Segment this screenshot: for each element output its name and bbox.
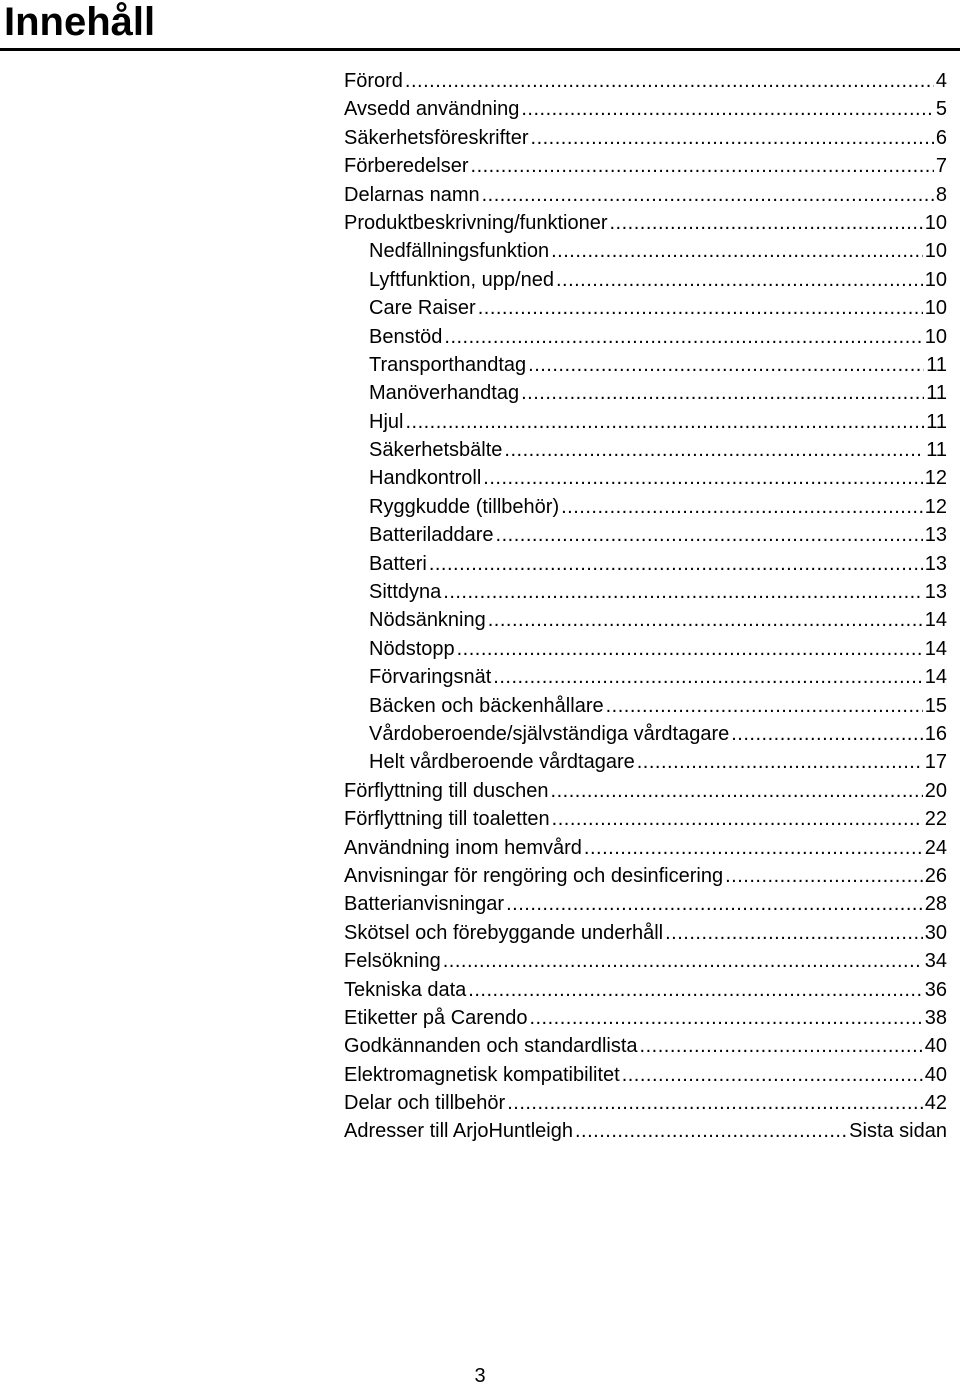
toc-entry-label: Care Raiser [369, 297, 476, 320]
toc-entry[interactable] [344, 862, 947, 890]
toc-entry-page: 40 [924, 1035, 947, 1058]
toc-dot-leader [665, 919, 923, 947]
toc-entry-page: 6 [935, 126, 947, 149]
toc-entry-label: Felsökning [344, 950, 441, 973]
toc-entry-label: Delar och tillbehör [344, 1092, 506, 1115]
toc-entry[interactable] [344, 805, 947, 833]
toc-dot-leader [521, 95, 934, 123]
toc-entry[interactable] [344, 976, 947, 1004]
toc-dot-leader [552, 805, 923, 833]
toc-entry-label: Elektromagnetisk kompatibilitet [344, 1063, 620, 1086]
toc-entry[interactable] [344, 692, 947, 720]
toc-entry[interactable] [344, 408, 947, 436]
toc-entry-page: 11 [926, 353, 947, 376]
toc-entry-page: 38 [924, 1006, 947, 1029]
toc-dot-leader [504, 436, 924, 464]
toc-entry[interactable] [344, 95, 947, 123]
toc-dot-leader [584, 834, 923, 862]
toc-entry-label: Säkerhetsföreskrifter [344, 126, 529, 149]
toc-entry[interactable] [344, 209, 947, 237]
toc-entry-label: Etiketter på Carendo [344, 1006, 528, 1029]
toc-entry-page: 14 [924, 666, 947, 689]
toc-entry[interactable] [344, 947, 947, 975]
toc-dot-leader [556, 266, 923, 294]
toc-entry-label: Förflyttning till toaletten [344, 808, 550, 831]
toc-entry-page: 28 [924, 893, 947, 916]
toc-entry-label: Helt vårdberoende vårdtagare [369, 751, 635, 774]
toc-dot-leader [444, 323, 922, 351]
toc-entry-page: 11 [926, 439, 947, 462]
toc-entry[interactable] [344, 266, 947, 294]
toc-entry-page: 16 [924, 722, 947, 745]
toc-entry[interactable] [344, 635, 947, 663]
toc-dot-leader [457, 635, 923, 663]
toc-entry-label: Batteri [369, 552, 427, 575]
toc-entry-page: 13 [924, 552, 947, 575]
toc-entry[interactable] [344, 181, 947, 209]
toc-entry-page: 4 [935, 70, 947, 92]
toc-dot-leader [551, 777, 923, 805]
toc-entry[interactable] [344, 124, 947, 152]
toc-entry-page: 11 [926, 382, 947, 405]
toc-entry-label: Vårdoberoende/självständiga vårdtagare [369, 722, 730, 745]
toc-dot-leader [443, 578, 922, 606]
toc-entry-page: 10 [924, 240, 947, 263]
toc-entry-page: 13 [924, 524, 947, 547]
toc-dot-leader [637, 748, 923, 776]
toc-entry[interactable] [344, 152, 947, 180]
toc-dot-leader [483, 464, 922, 492]
toc-entry-label: Bäcken och bäckenhållare [369, 694, 604, 717]
toc-entry-page: 24 [924, 836, 947, 859]
toc-entry-label: Batteriladdare [369, 524, 494, 547]
toc-entry-page: 34 [924, 950, 947, 973]
toc-entry-label: Manöverhandtag [369, 382, 520, 405]
page-title: Innehåll [4, 0, 156, 44]
toc-entry[interactable] [344, 237, 947, 265]
toc-entry[interactable] [344, 1089, 947, 1117]
toc-entry[interactable] [344, 464, 947, 492]
toc-entry[interactable] [344, 67, 947, 95]
toc-dot-leader [443, 947, 923, 975]
toc-entry-page: 30 [924, 921, 947, 944]
toc-entry-label: Batterianvisningar [344, 893, 505, 916]
toc-dot-leader [488, 606, 923, 634]
toc-entry-page: 10 [924, 325, 947, 348]
toc-dot-leader [640, 1032, 923, 1060]
toc-dot-leader [606, 692, 923, 720]
toc-entry[interactable] [344, 351, 947, 379]
toc-entry-label: Handkontroll [369, 467, 482, 490]
toc-entry-label: Hjul [369, 410, 404, 433]
toc-entry-page: 8 [935, 183, 947, 206]
toc-dot-leader [496, 521, 923, 549]
title-underline [0, 48, 960, 51]
toc-entry[interactable] [344, 1061, 947, 1089]
toc-entry-label: Delarnas namn [344, 183, 480, 206]
toc-dot-leader [405, 408, 924, 436]
toc-entry[interactable] [344, 919, 947, 947]
toc-dot-leader [429, 550, 923, 578]
toc-entry-page: 14 [924, 609, 947, 632]
toc-entry-label: Nödsänkning [369, 609, 486, 632]
toc-entry-label: Användning inom hemvård [344, 836, 582, 859]
toc-dot-leader [622, 1061, 923, 1089]
toc-entry[interactable] [344, 1032, 947, 1060]
toc-dot-leader [405, 67, 934, 95]
toc-entry[interactable] [344, 834, 947, 862]
toc-entry-page: 42 [924, 1092, 947, 1115]
toc-entry-label: Förflyttning till duschen [344, 779, 549, 802]
toc-entry-label: Förberedelser [344, 155, 469, 178]
toc-dot-leader [528, 351, 924, 379]
toc-dot-leader [506, 890, 923, 918]
toc-entry-label: Produktbeskrivning/funktioner [344, 211, 608, 234]
toc-entry-page: 12 [924, 495, 947, 518]
toc-entry-label: Benstöd [369, 325, 443, 348]
toc-entry-page: 11 [926, 410, 947, 433]
toc-entry[interactable] [344, 663, 947, 691]
toc-dot-leader [731, 720, 923, 748]
toc-entry-label: Ryggkudde (tillbehör) [369, 495, 560, 518]
toc-entry[interactable] [344, 578, 947, 606]
toc-entry[interactable] [344, 720, 947, 748]
toc-entry-page: 26 [924, 864, 947, 887]
toc-entry-page: 5 [935, 98, 947, 121]
toc-entry[interactable] [344, 323, 947, 351]
toc-entry-label: Säkerhetsbälte [369, 439, 503, 462]
toc-entry[interactable] [344, 379, 947, 407]
toc-entry-page: 13 [924, 581, 947, 604]
toc-entry-label: Lyftfunktion, upp/ned [369, 268, 554, 291]
table-of-contents [344, 67, 947, 1146]
toc-entry[interactable] [344, 748, 947, 776]
toc-entry-label: Förord [344, 70, 403, 92]
toc-entry-label: Förvaringsnät [369, 666, 492, 689]
toc-entry-page: 22 [924, 808, 947, 831]
toc-entry-page: 40 [924, 1063, 947, 1086]
toc-entry-page: 17 [924, 751, 947, 774]
toc-entry[interactable] [344, 294, 947, 322]
toc-entry-page: 15 [924, 694, 947, 717]
toc-dot-leader [493, 663, 922, 691]
toc-dot-leader [468, 976, 922, 1004]
toc-entry-label: Tekniska data [344, 978, 467, 1001]
toc-entry[interactable] [344, 493, 947, 521]
toc-entry-label: Nedfällningsfunktion [369, 240, 550, 263]
toc-dot-leader [529, 1004, 922, 1032]
toc-entry[interactable] [344, 521, 947, 549]
toc-entry-label: Anvisningar för rengöring och desinficering [344, 864, 724, 887]
toc-entry-label: Avsedd användning [344, 98, 520, 121]
toc-dot-leader [521, 379, 924, 407]
toc-entry-page: 10 [924, 268, 947, 291]
toc-entry-label: Skötsel och förebyggande underhåll [344, 921, 664, 944]
toc-entry-label: Nödstopp [369, 637, 455, 660]
toc-entry[interactable] [344, 606, 947, 634]
toc-dot-leader [561, 493, 923, 521]
toc-dot-leader [507, 1089, 923, 1117]
toc-entry-page: 20 [924, 779, 947, 802]
toc-entry-page: 36 [924, 978, 947, 1001]
toc-entry[interactable] [344, 1004, 947, 1032]
toc-entry[interactable] [344, 436, 947, 464]
toc-dot-leader [531, 124, 934, 152]
page-number: 3 [474, 1365, 486, 1387]
toc-entry[interactable] [344, 777, 947, 805]
toc-entry-label: Transporthandtag [369, 353, 527, 376]
toc-entry[interactable] [344, 1117, 947, 1145]
toc-entry-label: Adresser till ArjoHuntleigh [344, 1120, 573, 1143]
toc-entry-page: 12 [924, 467, 947, 490]
toc-entry-label: Godkännanden och standardlista [344, 1035, 638, 1058]
toc-dot-leader [575, 1117, 847, 1145]
toc-dot-leader [725, 862, 923, 890]
toc-dot-leader [609, 209, 922, 237]
toc-entry-page: 7 [935, 155, 947, 178]
toc-dot-leader [478, 294, 923, 322]
toc-dot-leader [471, 152, 934, 180]
toc-entry-page: Sista sidan [849, 1120, 947, 1143]
toc-entry-page: 10 [924, 211, 947, 234]
toc-entry-page: 10 [924, 297, 947, 320]
toc-dot-leader [551, 237, 923, 265]
toc-entry-label: Sittdyna [369, 581, 442, 604]
toc-entry[interactable] [344, 890, 947, 918]
toc-entry-page: 14 [924, 637, 947, 660]
toc-entry[interactable] [344, 550, 947, 578]
toc-dot-leader [482, 181, 934, 209]
